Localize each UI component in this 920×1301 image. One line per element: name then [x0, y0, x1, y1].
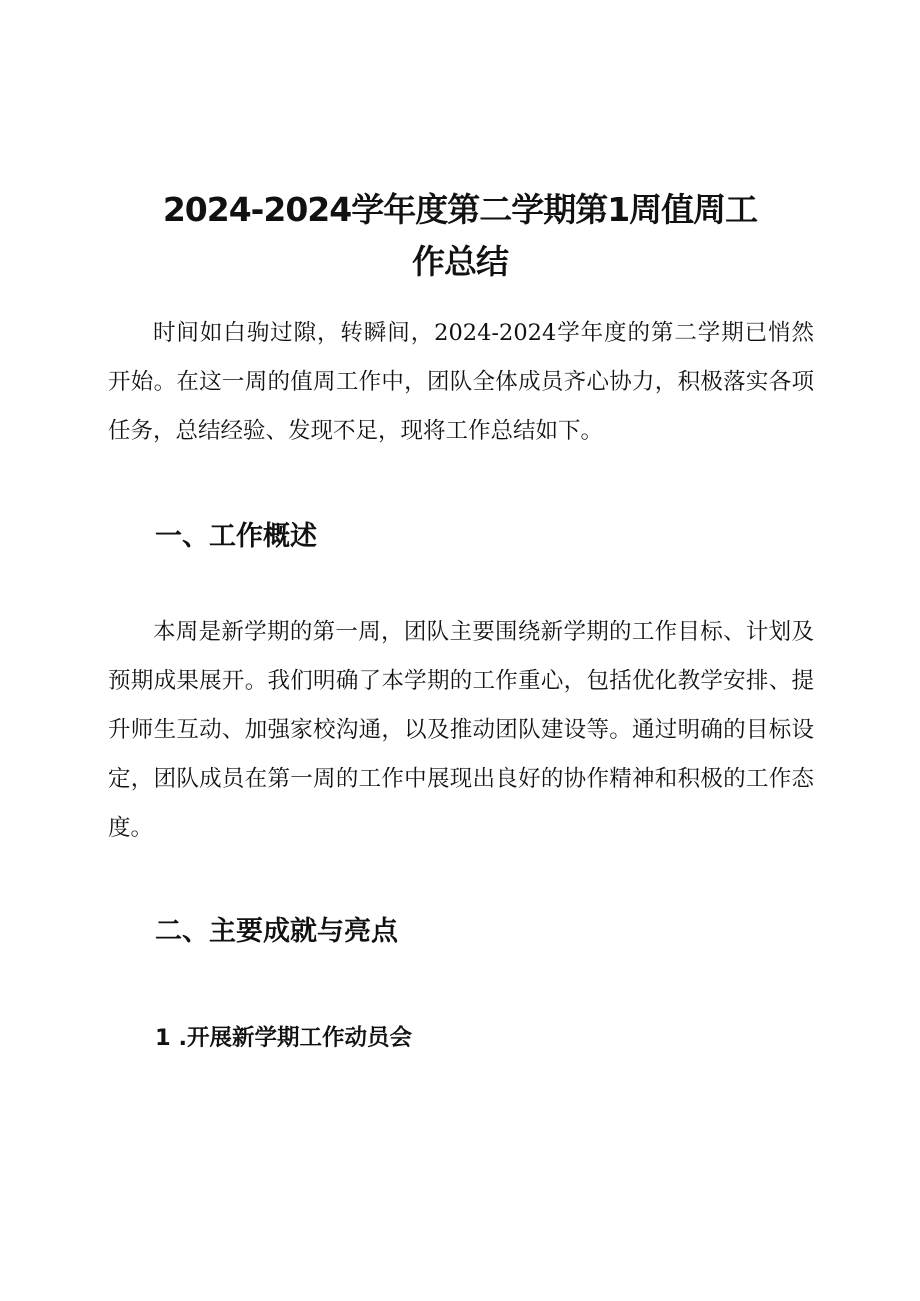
intro-paragraph: 时间如白驹过隙，转瞬间，2024-2024学年度的第二学期已悄然开始。在这一周的值周工作中，团队全体成员齐心协力，积极落实各项任务，总结经验、发现不足，现将工作总结如下。	[108, 320, 814, 444]
title-line-2: 作总结	[412, 242, 508, 282]
overview-paragraph: 本周是新学期的第一周，团队主要围绕新学期的工作目标、计划及预期成果展开。我们明确了本学期的工作重心，包括优化教学安排、提升师生互动、加强家校沟通，以及推动团队建设等。通过明确的目标设定，团队成员在第一周的工作中展现出良好的协作精神和积极的工作态度。	[108, 619, 814, 841]
section-heading-overview: 一、工作概述	[155, 521, 317, 552]
document-title	[150, 184, 770, 288]
title-line-1: 2024-2024学年度第二学期第1周值周工	[162, 190, 758, 230]
subsection-heading-mobilization: 1 .开展新学期工作动员会	[155, 1025, 413, 1051]
section-heading-achievements: 二、主要成就与亮点	[155, 916, 398, 947]
